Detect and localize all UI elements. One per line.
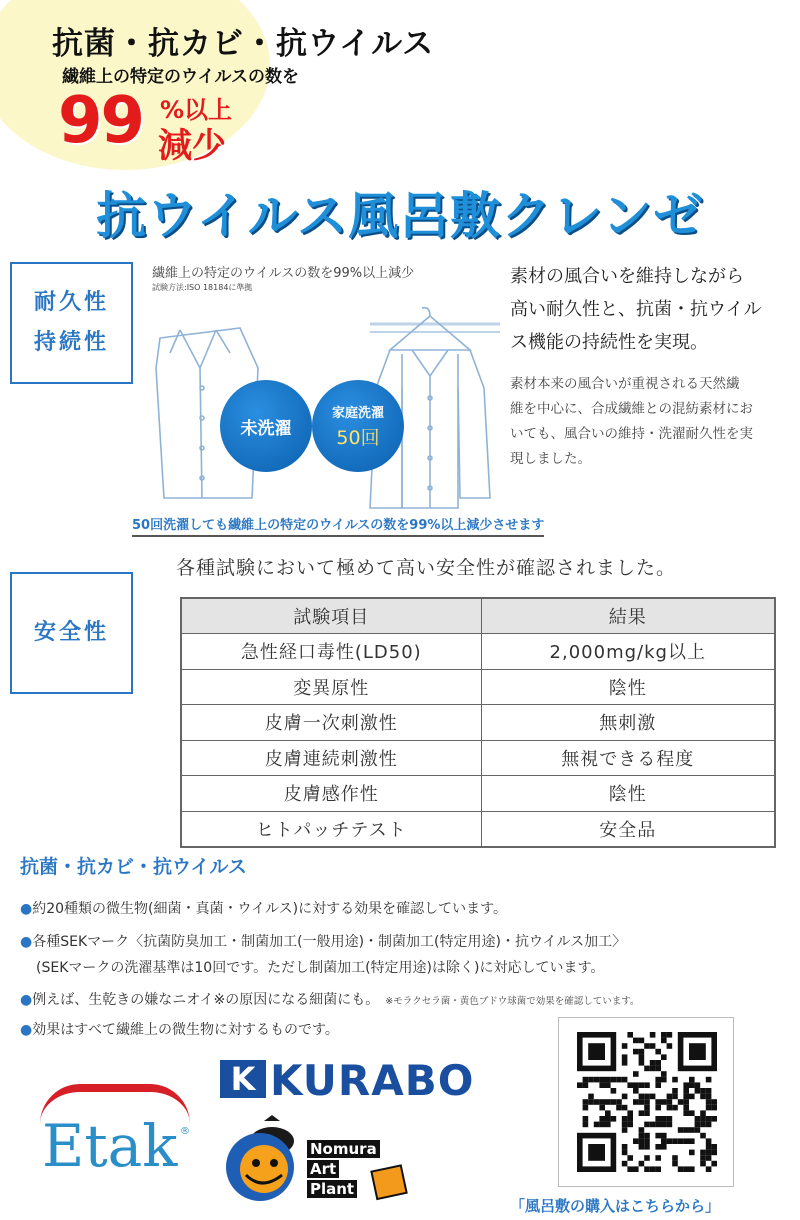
bullet-icon: ● (20, 901, 33, 917)
table-cell: 陰性 (481, 669, 775, 705)
durability-body-line: 維を中心に、合成繊維との混紡素材にお (510, 401, 753, 417)
qr-code-frame[interactable] (558, 1017, 734, 1187)
function-item (20, 1019, 339, 1039)
header-reduction: 減少 (158, 126, 226, 166)
durability-headline-line: 素材の風合いを維持しながら (510, 266, 744, 287)
durability-body (510, 372, 790, 472)
function-item-footnote: ※モラクセラ菌・黄色ブドウ球菌で効果を確認しています。 (385, 996, 640, 1007)
table-cell: 2,000mg/kg以上 (481, 634, 775, 670)
table-row (181, 776, 775, 812)
washed-circle-count: 50回 (336, 427, 380, 449)
table-cell: 皮膚感作性 (181, 776, 481, 812)
header-big-number: 99 (58, 84, 144, 158)
function-item-text: (SEKマークの洗濯基準は10回です。ただし制菌加工(特定用途)は除く)に対応しています。 (36, 960, 605, 976)
nomura-logo-text: Nomura (307, 1140, 380, 1158)
function-item-continued (36, 957, 604, 977)
table-cell: 安全品 (481, 811, 775, 847)
nomura-orange-square-icon (368, 1162, 412, 1202)
purchase-link[interactable]: 「風呂敷の購入はこちらから」 (510, 1197, 721, 1215)
function-item (20, 989, 639, 1009)
qr-code-icon[interactable] (559, 1018, 735, 1188)
washed-circle-label: 家庭洗濯 (331, 406, 384, 421)
durability-note: 50回洗濯しても繊維上の特定のウイルスの数を99%以上減少させます (132, 514, 544, 537)
unwashed-circle (220, 380, 312, 472)
function-item-text: 各種SEKマーク〈抗菌防臭加工・制菌加工(一般用途)・制菌加工(特定用途)・抗ウイルス加工〉 (32, 934, 627, 950)
bullet-icon: ● (20, 934, 33, 950)
durability-headline (510, 260, 785, 359)
bullet-icon: ● (20, 1022, 33, 1038)
table-cell: 無刺激 (481, 705, 775, 741)
table-row (181, 705, 775, 741)
function-item (20, 898, 507, 918)
function-item-text: 効果はすべて繊維上の微生物に対するものです。 (32, 1022, 339, 1038)
kurabo-logo-mark: K (220, 1060, 266, 1098)
table-cell: 皮膚連続刺激性 (181, 740, 481, 776)
etak-logo: Etak (42, 1112, 178, 1180)
durability-body-line: 現しました。 (510, 451, 591, 467)
safety-label (10, 572, 133, 694)
durability-headline-line: ス機能の持続性を実現。 (510, 332, 708, 353)
nomura-logo-text: Art (307, 1160, 339, 1178)
shirt-illustration (140, 258, 500, 528)
function-item (20, 931, 626, 951)
table-header-cell: 結果 (481, 598, 775, 634)
safety-label-text: 安全性 (33, 620, 109, 645)
bullet-icon: ● (20, 992, 33, 1008)
kurabo-logo: KURABO (270, 1056, 475, 1105)
durability-caption: 繊維上の特定のウイルスの数を99%以上減少 (152, 266, 415, 281)
durability-label-line: 耐久性 (33, 290, 109, 315)
durability-label (10, 262, 133, 384)
header-subline: 繊維上の特定のウイルスの数を (62, 67, 299, 87)
table-row (181, 811, 775, 847)
table-cell: 変異原性 (181, 669, 481, 705)
table-cell: ヒトパッチテスト (181, 811, 481, 847)
washed-circle (312, 380, 404, 472)
durability-test-method: 試験方法:ISO 18184に準拠 (152, 283, 253, 292)
nomura-mascot-logo (224, 1115, 310, 1207)
functions-title: 抗菌・抗カビ・抗ウイルス (20, 856, 247, 878)
table-cell: 皮膚一次刺激性 (181, 705, 481, 741)
table-cell: 急性経口毒性(LD50) (181, 634, 481, 670)
header-feature-line: 抗菌・抗カビ・抗ウイルス (52, 26, 435, 62)
durability-body-line: いても、風合いの維持・洗濯耐久性を実 (510, 426, 753, 442)
table-cell: 無視できる程度 (481, 740, 775, 776)
function-item-text: 例えば、生乾きの嫌なニオイ※の原因になる細菌にも。 (32, 992, 380, 1008)
table-row (181, 740, 775, 776)
etak-registered-mark: ® (180, 1126, 190, 1137)
table-header-row (181, 598, 775, 634)
nomura-logo-text: Plant (307, 1180, 357, 1198)
table-header-cell: 試験項目 (181, 598, 481, 634)
durability-label-line: 持続性 (33, 330, 109, 355)
header-percent: %以上 (160, 96, 233, 124)
safety-intro: 各種試験において極めて高い安全性が確認されました。 (176, 557, 677, 579)
durability-headline-line: 高い耐久性と、抗菌・抗ウイル (510, 299, 762, 320)
page-title: 抗ウイルス風呂敷クレンゼ (96, 187, 704, 245)
function-item-text: 約20種類の微生物(細菌・真菌・ウイルス)に対する効果を確認しています。 (32, 901, 507, 917)
unwashed-circle-label: 未洗濯 (240, 418, 292, 439)
table-row (181, 669, 775, 705)
safety-test-table (180, 597, 776, 848)
table-row (181, 634, 775, 670)
table-cell: 陰性 (481, 776, 775, 812)
durability-body-line: 素材本来の風合いが重視される天然繊 (510, 376, 740, 392)
